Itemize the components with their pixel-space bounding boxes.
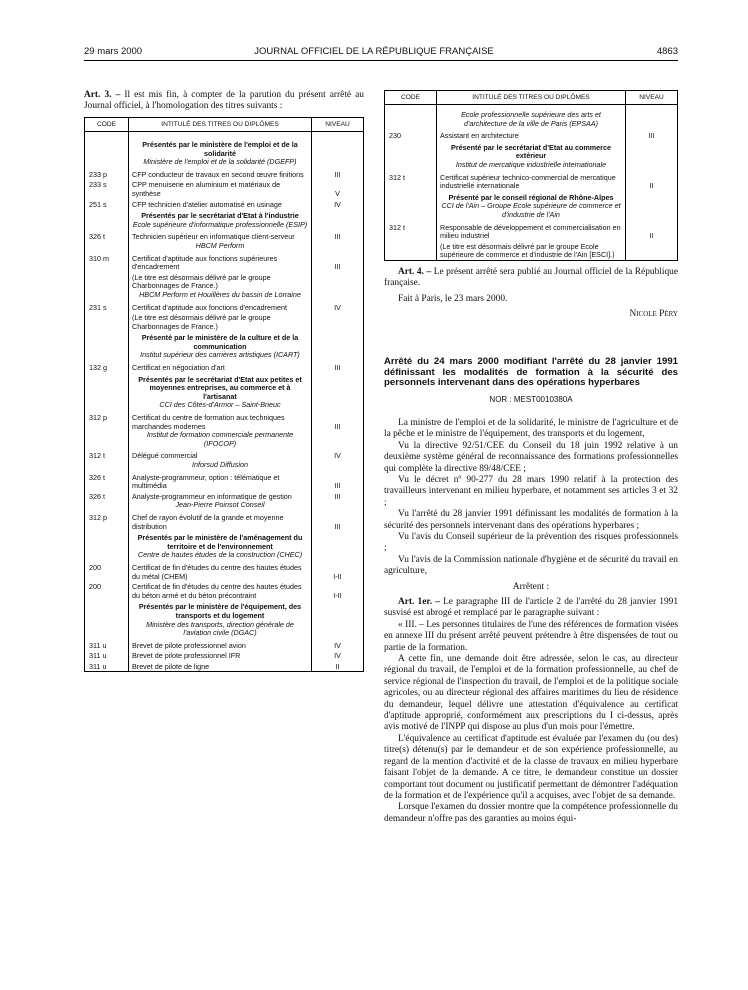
row-title: Responsable de développement et commercialisation en milieu industriel — [437, 222, 626, 241]
row-level: III — [626, 130, 678, 141]
table-row — [385, 172, 678, 191]
table-row — [85, 362, 364, 373]
table-row — [85, 581, 364, 600]
article-1-body — [384, 620, 678, 825]
table-row — [85, 501, 364, 512]
titles-table-right — [384, 90, 678, 261]
paragraph: Vu le décret nº 90-277 du 28 mars 1990 relatif à la protection des travailleurs intervenant en milieu hyperbare, et notamment ses articles 3 et 32 ; — [384, 474, 678, 508]
table-row — [85, 600, 364, 620]
decree-title: Arrêté du 24 mars 2000 modifiant l'arrêté du 28 janvier 1991 définissant les modalités de formation à la sécurité des personnels intervenant dans des opérations hyperbares — [384, 356, 678, 389]
institution-name: Ministère de l'emploi et de la solidarité (DGEFP) — [129, 158, 312, 169]
table-row — [85, 661, 364, 672]
row-code: 326 t — [85, 472, 129, 491]
row-title: Brevet de pilote professionnel avion — [129, 640, 312, 651]
table-row — [385, 202, 678, 221]
row-level: IV — [312, 302, 364, 313]
section-heading: Présentés par le secrétariat d'Etat aux petites et moyennes entreprises, au commerce et à l'artisanat — [129, 373, 312, 402]
col-header-level: NIVEAU — [312, 118, 364, 132]
row-level: IV — [312, 650, 364, 661]
article-1-label: Art. 1er. – — [398, 597, 440, 607]
row-code: 200 — [85, 562, 129, 581]
table-row — [385, 130, 678, 141]
row-code: 251 s — [85, 199, 129, 210]
table-row — [85, 221, 364, 232]
institution-name: Inforsud Diffusion — [129, 461, 312, 472]
institution-name: Institut supérieur des carrières artistiques (ICART) — [129, 351, 312, 362]
row-code: 312 p — [85, 412, 129, 431]
section-heading: Présentés par le ministère de l'équipement, des transports et du logement — [129, 600, 312, 620]
table-row — [385, 161, 678, 172]
row-code: 200 — [85, 581, 129, 600]
table-row — [85, 401, 364, 412]
row-title: Certificat en négociation d'art — [129, 362, 312, 373]
row-code: 311 u — [85, 650, 129, 661]
section-heading: Présentés par le ministère de l'aménagement du territoire et de l'environnement — [129, 531, 312, 551]
section-heading: Présenté par le ministère de la culture et de la communication — [129, 331, 312, 351]
row-level: I-II — [312, 581, 364, 600]
article-1-text: Le paragraphe III de l'article 2 de l'arrêté du 28 janvier 1991 susvisé est abrogé et remplacé par le paragraphe suivant : — [384, 597, 679, 619]
table-header-row — [85, 118, 364, 132]
row-title: (Le titre est désormais délivré par le groupe Charbonnages de France.) — [129, 312, 312, 331]
section-heading: Présentés par le ministère de l'emploi et de la solidarité — [129, 138, 312, 158]
header-page-number: 4863 — [656, 46, 678, 57]
row-level: III — [312, 512, 364, 531]
table-body-right — [385, 105, 678, 261]
table-row — [85, 302, 364, 313]
table-row — [85, 158, 364, 169]
arretent: Arrêtent : — [512, 581, 550, 592]
institution-name: Centre de hautes études de la construction (CHEC) — [129, 551, 312, 562]
row-title: Analyste-programmeur, option : télématique et multimédia — [129, 472, 312, 491]
table-row — [85, 209, 364, 221]
paragraph: Lorsque l'examen du dossier montre que la compétence professionnelle du demandeur n'offre pas des garanties au moins équi- — [384, 802, 678, 824]
col-header-title: INTITULÉ DES TITRES OU DIPLÔMES — [129, 118, 312, 132]
paragraph: Vu l'avis de la Commission nationale d'hygiène et de sécurité du travail en agriculture, — [384, 554, 678, 577]
table-row — [385, 141, 678, 161]
row-title: Technicien supérieur en informatique client-serveur — [129, 231, 312, 242]
row-title: Brevet de pilote professionnel IFR — [129, 650, 312, 661]
table-row — [85, 512, 364, 531]
table-row — [85, 551, 364, 562]
institution-name: Institut de mercatique industrielle internationale — [437, 161, 626, 172]
table-row — [85, 640, 364, 651]
paragraph: « III. – Les personnes titulaires de l'une des références de formation visées en annexe III du présent arrêté peuvent prétendre à être dispensées de tout ou partie de la formation. — [384, 619, 678, 653]
table-row — [85, 373, 364, 402]
row-level: IV — [312, 450, 364, 461]
done-at: Fait à Paris, le 23 mars 2000. — [398, 293, 508, 304]
table-row — [85, 461, 364, 472]
paragraph: La ministre de l'emploi et de la solidarité, le ministre de l'agriculture et de la pêche et le ministre de l'équipement, des transports et du logement, — [384, 417, 678, 440]
row-code: 233 p — [85, 169, 129, 180]
institution-name: HBCM Perform et Houillères du bassin de Lorraine — [129, 291, 312, 302]
row-code: 230 — [385, 130, 437, 141]
table-row — [85, 179, 364, 198]
row-code: 326 t — [85, 491, 129, 502]
row-title: Certificat de fin d'études du centre des hautes études du métal (CHEM) — [129, 562, 312, 581]
col-header-level: NIVEAU — [626, 91, 678, 105]
table-row — [85, 472, 364, 491]
section-heading: Présentés par le secrétariat d'Etat à l'industrie — [129, 209, 312, 221]
article-3-label: Art. 3. – — [84, 90, 121, 100]
institution-name: Ecole supérieure d'informatique professionnelle (ESIP) — [129, 221, 312, 232]
row-code: 231 s — [85, 302, 129, 313]
paragraph: A cette fin, une demande doit être adressée, selon le cas, au directeur régional du travail, de l'emploi et de la formation professionnelle, au chef de service régional de l'inspection du travail, de l'emploi et de la politique sociale agricoles, ou au directeur régional des affaires maritimes du lieu de résidence du demandeur, lequel délivre une attestation d'équivalence au certificat d'aptitude approprié, conformément aux prescriptions du I ci-dessus, après avis motivé de l'INPP qui dispose au plus d'un mois pour l'émettre. — [384, 654, 678, 733]
preamble — [384, 418, 678, 578]
row-title: Certificat d'aptitude aux fonctions d'encadrement — [129, 302, 312, 313]
table-row — [85, 291, 364, 302]
row-level — [626, 241, 678, 261]
table-row — [85, 431, 364, 450]
row-code — [385, 241, 437, 261]
row-code: 312 p — [85, 512, 129, 531]
table-row — [385, 222, 678, 241]
row-title: Certificat supérieur technico-commercial de mercatique industrielle internationale — [437, 172, 626, 191]
row-level: V — [312, 179, 364, 198]
row-title: CFP conducteur de travaux en second œuvre finitions — [129, 169, 312, 180]
row-title: CPP menuiserie en aluminium et matériaux de synthèse — [129, 179, 312, 198]
row-title: (Le titre est désormais délivré par le groupe Charbonnages de France.) — [129, 272, 312, 291]
article-3-text: Il est mis fin, à compter de la parution du présent arrêté au Journal officiel, à l'homologation des titres suivants : — [84, 90, 364, 111]
row-title: Chef de rayon évolutif de la grande et moyenne distribution — [129, 512, 312, 531]
row-title: Certificat de fin d'études du centre des hautes études du béton armé et du béton précontraint — [129, 581, 312, 600]
article-4-label: Art. 4. – — [398, 266, 432, 277]
col-header-code: CODE — [385, 91, 437, 105]
row-title: Brevet de pilote de ligne — [129, 661, 312, 672]
row-level: II — [312, 661, 364, 672]
header-rule — [84, 60, 678, 61]
table-row — [385, 241, 678, 261]
table-row — [85, 621, 364, 640]
row-code: 233 s — [85, 179, 129, 198]
institution-name: CCI de l'Ain – Groupe Ecole supérieure de commerce et d'industrie de l'Ain — [437, 202, 626, 221]
row-level: II — [626, 222, 678, 241]
paragraph: Vu l'arrêté du 28 janvier 1991 définissant les modalités de formation à la sécurité des personnels intervenant dans des opérations hyperbares ; — [384, 509, 678, 531]
col-header-code: CODE — [85, 118, 129, 132]
row-code: 311 u — [85, 640, 129, 651]
row-level: III — [312, 491, 364, 502]
table-row — [85, 138, 364, 158]
paragraph: Vu l'avis du Conseil supérieur de la prévention des risques professionnels ; — [384, 531, 678, 554]
table-row — [85, 531, 364, 551]
row-level: IV — [312, 640, 364, 651]
col-header-title: INTITULÉ DES TITRES OU DIPLÔMES — [437, 91, 626, 105]
row-level: II — [626, 172, 678, 191]
signature: Nicole Péry — [629, 309, 678, 320]
row-level: III — [312, 253, 364, 272]
row-level: III — [312, 169, 364, 180]
header-date: 29 mars 2000 — [84, 46, 143, 57]
row-code: 312 t — [385, 222, 437, 241]
paragraph: Vu la directive 92/51/CEE du Conseil du 18 juin 1992 relative à un deuxième système général de reconnaissance des formations professionnelles qui complète la directive 89/48/CEE ; — [384, 440, 678, 474]
row-title: Certificat d'aptitude aux fonctions supérieures d'encadrement — [129, 253, 312, 272]
header-title: JOURNAL OFFICIEL DE LA RÉPUBLIQUE FRANÇAISE — [254, 46, 494, 57]
institution-name: CCI des Côtes-d'Armor – Saint-Brieuc — [129, 401, 312, 412]
row-code: 312 t — [85, 450, 129, 461]
table-row — [85, 331, 364, 351]
row-level: III — [312, 362, 364, 373]
row-code: 310 m — [85, 253, 129, 272]
table-row — [85, 242, 364, 253]
institution-name: Institut de formation commerciale permanente (IFOCOP) — [129, 431, 312, 450]
table-row — [85, 650, 364, 661]
table-row — [85, 253, 364, 272]
row-title: Assistant en architecture — [437, 130, 626, 141]
nor-reference: NOR : MEST0010380A — [489, 394, 573, 404]
left-column — [84, 90, 364, 672]
row-level: III — [312, 472, 364, 491]
row-title: (Le titre est désormais délivré par le groupe Ecole supérieure de commerce et d'industrie de l'Ain [ESCI].) — [437, 241, 626, 261]
institution-name: Ecole professionnelle supérieure des arts et d'architecture de la ville de Paris (EPSAA) — [437, 111, 626, 130]
row-title: CFP technicien d'atelier automatisé en usinage — [129, 199, 312, 210]
titles-table-left — [84, 117, 364, 672]
row-level: III — [312, 412, 364, 431]
row-code: 132 g — [85, 362, 129, 373]
row-title: Analyste-programmeur en informatique de gestion — [129, 491, 312, 502]
article-1 — [384, 597, 678, 620]
row-code: 326 t — [85, 231, 129, 242]
table-header-row — [385, 91, 678, 105]
article-4-text: Le présent arrêté sera publié au Journal officiel de la République française. — [384, 266, 679, 289]
table-row — [85, 272, 364, 291]
row-level — [312, 272, 364, 291]
article-4 — [384, 267, 678, 290]
table-row — [85, 351, 364, 362]
table-row — [85, 169, 364, 180]
row-title: Délégué commercial — [129, 450, 312, 461]
table-row — [385, 111, 678, 130]
table-row — [85, 412, 364, 431]
row-level: I-II — [312, 562, 364, 581]
row-title: Certificat du centre de formation aux techniques marchandes modernes — [129, 412, 312, 431]
paragraph: L'équivalence au certificat d'aptitude est évaluée par l'examen du (ou des) titre(s) détenu(s) par le demandeur et de son expérience professionnelle, au regard de la mention d'activité et de la classe de travaux en milieu hyperbare faisant l'objet de la demande. A ce titre, le demandeur constitue un dossier comportant tout document ou justificatif permettant de démontrer l'adéquation de la formation et de l'expérience qu'il a acquises, avec l'objet de sa demande. — [384, 733, 678, 801]
institution-name: HBCM Perform — [129, 242, 312, 253]
table-row — [85, 562, 364, 581]
section-heading: Présenté par le conseil régional de Rhône-Alpes — [437, 191, 626, 203]
row-level — [312, 312, 364, 331]
row-code: 311 u — [85, 661, 129, 672]
table-row — [85, 199, 364, 210]
row-code — [85, 312, 129, 331]
institution-name: Ministère des transports, direction générale de l'aviation civile (DGAC) — [129, 621, 312, 640]
article-3-intro — [84, 90, 364, 112]
row-code: 312 t — [385, 172, 437, 191]
row-level: III — [312, 231, 364, 242]
table-body-left — [85, 132, 364, 672]
institution-name: Jean-Pierre Poinsot Conseil — [129, 501, 312, 512]
row-code — [85, 272, 129, 291]
row-level: IV — [312, 199, 364, 210]
right-column — [384, 90, 678, 825]
section-heading: Présenté par le secrétariat d'Etat au commerce extérieur — [437, 141, 626, 161]
table-row — [85, 312, 364, 331]
